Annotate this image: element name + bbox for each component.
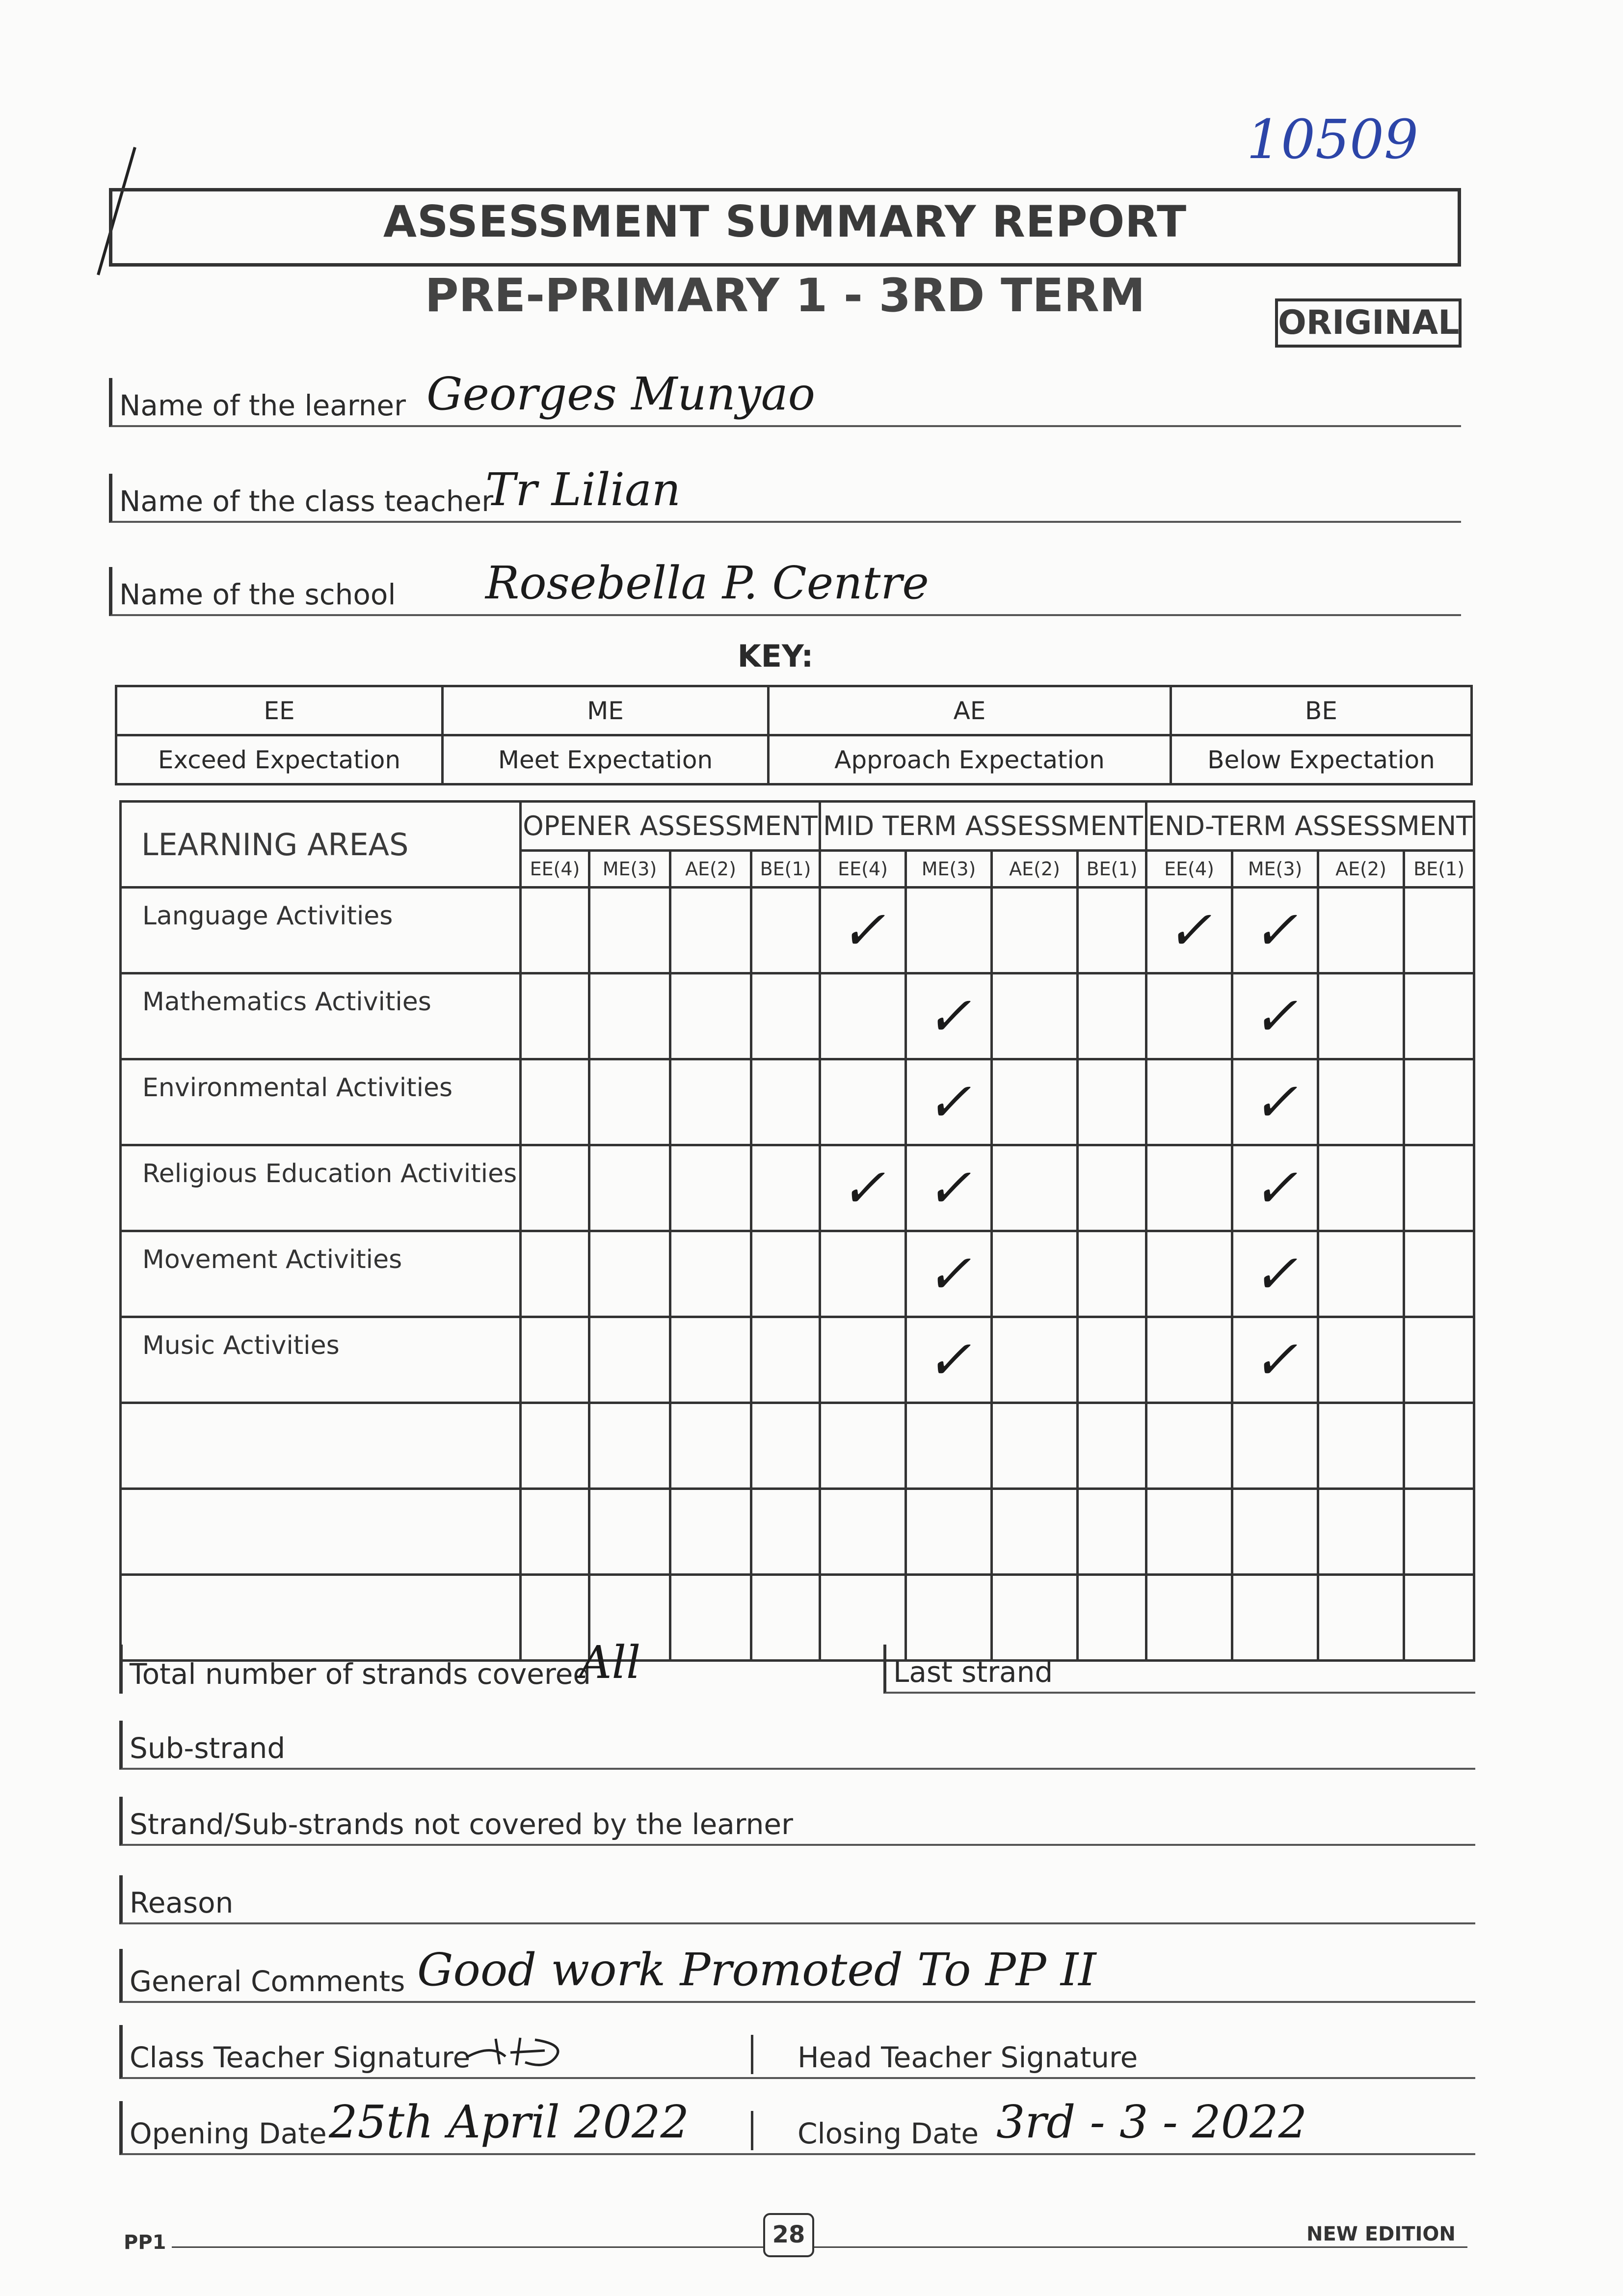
not-covered-field[interactable] [119, 1797, 1475, 1846]
table-row [121, 1145, 1474, 1231]
rating-cell-endterm-be1[interactable] [1404, 1489, 1474, 1575]
footer-grade: PP1 [118, 2231, 172, 2254]
sub-strand-field[interactable] [119, 1721, 1475, 1770]
teacher-label: Name of the class teacher [119, 485, 494, 518]
rating-cell-midterm-be1[interactable] [1078, 1317, 1146, 1403]
rating-cell-endterm-ee4[interactable] [1146, 1489, 1232, 1575]
rating-cell-endterm-me3[interactable] [1232, 1317, 1318, 1403]
check-mark-icon: ✓ [926, 1243, 972, 1305]
closing-date-label: Closing Date [798, 2117, 979, 2150]
table-row [121, 1059, 1474, 1145]
rating-cell-opener-me3[interactable] [589, 1059, 670, 1145]
check-mark-icon: ✓ [926, 1071, 972, 1134]
rating-cell-endterm-ee4[interactable] [1146, 1059, 1232, 1145]
level-header-endterm-ee4: EE(4) [1146, 851, 1232, 888]
learner-field[interactable] [109, 368, 1461, 427]
document-title: ASSESSMENT SUMMARY REPORT [383, 196, 1187, 247]
rating-cell-endterm-ae2[interactable] [1318, 1231, 1404, 1317]
rating-cell-midterm-me3[interactable] [906, 1059, 992, 1145]
rating-cell-midterm-be1[interactable] [1078, 1231, 1146, 1317]
learning-area-name: Music Activities [121, 1317, 521, 1403]
rating-cell-midterm-ae2[interactable] [992, 1231, 1078, 1317]
learning-area-name [121, 1489, 521, 1575]
opening-date-label: Opening Date [130, 2117, 327, 2150]
rating-cell-endterm-ae2[interactable] [1318, 1059, 1404, 1145]
check-mark-icon: ✓ [926, 985, 972, 1048]
document-subtitle: PRE-PRIMARY 1 - 3RD TERM [425, 269, 1145, 323]
school-field[interactable] [109, 557, 1461, 616]
rating-cell-opener-ae2[interactable] [670, 1403, 751, 1489]
rating-cell-midterm-ee4[interactable] [820, 1145, 906, 1231]
teacher-signature-label: Class Teacher Signature [130, 2041, 471, 2074]
check-mark-icon: ✓ [1252, 1243, 1298, 1305]
rating-cell-opener-ae2[interactable] [670, 888, 751, 973]
rating-cell-opener-ae2[interactable] [670, 1145, 751, 1231]
rating-cell-opener-be1[interactable] [751, 1489, 820, 1575]
rating-cell-midterm-be1[interactable] [1078, 888, 1146, 973]
rating-cell-opener-ee4[interactable] [521, 1489, 589, 1575]
key-meaning-be: Below Expectation [1171, 735, 1472, 784]
rating-cell-midterm-be1[interactable] [1078, 1145, 1146, 1231]
check-mark-icon: ✓ [926, 1157, 972, 1219]
rating-cell-opener-be1[interactable] [751, 1403, 820, 1489]
rating-cell-opener-ee4[interactable] [521, 1231, 589, 1317]
rating-cell-endterm-be1[interactable] [1404, 1231, 1474, 1317]
rating-cell-midterm-ae2[interactable] [992, 1059, 1078, 1145]
rating-cell-opener-ee4[interactable] [521, 1317, 589, 1403]
table-row [121, 1403, 1474, 1489]
reason-field[interactable] [119, 1875, 1475, 1924]
rating-cell-opener-ee4[interactable] [521, 1059, 589, 1145]
key-code-ee: EE [116, 686, 443, 735]
level-header-opener-ae2: AE(2) [670, 851, 751, 888]
rating-cell-opener-me3[interactable] [589, 1489, 670, 1575]
footer-rule [167, 2246, 1467, 2248]
rating-cell-endterm-be1[interactable] [1404, 1403, 1474, 1489]
check-mark-icon: ✓ [926, 1328, 972, 1391]
rating-cell-midterm-me3[interactable] [906, 1317, 992, 1403]
rating-cell-opener-ae2[interactable] [670, 1231, 751, 1317]
check-mark-icon: ✓ [840, 1157, 886, 1219]
teacher-signature [461, 2034, 589, 2073]
table-row [121, 1231, 1474, 1317]
check-mark-icon: ✓ [1166, 899, 1212, 962]
rating-cell-opener-ee4[interactable] [521, 1145, 589, 1231]
endterm-assessment-header: END-TERM ASSESSMENT [1146, 802, 1474, 851]
rating-cell-midterm-ae2[interactable] [992, 1489, 1078, 1575]
learning-area-name: Movement Activities [121, 1231, 521, 1317]
rating-cell-midterm-be1[interactable] [1078, 1059, 1146, 1145]
rating-cell-opener-me3[interactable] [589, 1317, 670, 1403]
rating-cell-midterm-me3[interactable] [906, 1145, 992, 1231]
strands-covered-label: Total number of strands covered [130, 1657, 591, 1691]
rating-cell-endterm-ee4[interactable] [1146, 1231, 1232, 1317]
strands-covered-value: All [579, 1636, 641, 1689]
rating-cell-opener-me3[interactable] [589, 1403, 670, 1489]
rating-cell-endterm-be1[interactable] [1404, 973, 1474, 1059]
opening-date-value: 25th April 2022 [329, 2096, 690, 2148]
original-badge: ORIGINAL [1275, 298, 1462, 348]
rating-cell-opener-ee4[interactable] [521, 888, 589, 973]
key-meaning-ee: Exceed Expectation [116, 735, 443, 784]
opener-assessment-header: OPENER ASSESSMENT [521, 802, 820, 851]
rating-cell-endterm-ee4[interactable] [1146, 888, 1232, 973]
key-code-be: BE [1171, 686, 1472, 735]
rating-cell-endterm-me3[interactable] [1232, 1059, 1318, 1145]
rating-cell-opener-ae2[interactable] [670, 973, 751, 1059]
rating-cell-endterm-me3[interactable] [1232, 1231, 1318, 1317]
rating-cell-opener-me3[interactable] [589, 1145, 670, 1231]
last-strand-field[interactable] [883, 1645, 1475, 1694]
rating-cell-opener-me3[interactable] [589, 973, 670, 1059]
rating-cell-midterm-me3[interactable] [906, 888, 992, 973]
rating-cell-opener-ee4[interactable] [521, 973, 589, 1059]
rating-cell-midterm-me3[interactable] [906, 1403, 992, 1489]
rating-cell-endterm-be1[interactable] [1404, 1145, 1474, 1231]
rating-cell-endterm-me3[interactable] [1232, 1489, 1318, 1575]
rating-cell-endterm-me3[interactable] [1232, 1403, 1318, 1489]
rating-cell-endterm-ee4[interactable] [1146, 973, 1232, 1059]
table-row [121, 888, 1474, 973]
rating-cell-opener-ae2[interactable] [670, 1489, 751, 1575]
rating-cell-opener-be1[interactable] [751, 1059, 820, 1145]
rating-cell-endterm-be1[interactable] [1404, 1317, 1474, 1403]
rating-cell-opener-ee4[interactable] [521, 1403, 589, 1489]
rating-cell-endterm-be1[interactable] [1404, 888, 1474, 973]
not-covered-label: Strand/Sub-strands not covered by the learner [130, 1808, 793, 1841]
rating-cell-opener-be1[interactable] [751, 1317, 820, 1403]
rating-cell-midterm-ee4[interactable] [820, 1489, 906, 1575]
footer-edition: NEW EDITION [1301, 2223, 1462, 2245]
rating-cell-midterm-me3[interactable] [906, 1489, 992, 1575]
closing-date-value: 3rd - 3 - 2022 [996, 2096, 1307, 2148]
learning-area-name: Religious Education Activities [121, 1145, 521, 1231]
key-code-me: ME [443, 686, 769, 735]
rating-cell-midterm-ee4[interactable] [820, 973, 906, 1059]
level-header-opener-me3: ME(3) [589, 851, 670, 888]
table-row [121, 973, 1474, 1059]
key-table [115, 685, 1473, 785]
rating-cell-endterm-ae2[interactable] [1318, 973, 1404, 1059]
rating-cell-opener-me3[interactable] [589, 888, 670, 973]
rating-cell-midterm-be1[interactable] [1078, 1403, 1146, 1489]
comments-value: Good work Promoted To PP II [417, 1944, 1096, 1996]
level-header-endterm-ae2: AE(2) [1318, 851, 1404, 888]
signature-field[interactable] [119, 2025, 1475, 2079]
table-row [121, 1317, 1474, 1403]
page-number: 28 [763, 2213, 814, 2257]
dates-divider [751, 2111, 753, 2150]
rating-cell-endterm-ae2[interactable] [1318, 1145, 1404, 1231]
rating-cell-endterm-ae2[interactable] [1318, 888, 1404, 973]
learner-value: Georges Munyao [426, 368, 816, 420]
assessment-table [119, 800, 1475, 1662]
rating-cell-midterm-ae2[interactable] [992, 888, 1078, 973]
rating-cell-endterm-ae2[interactable] [1318, 1403, 1404, 1489]
rating-cell-opener-me3[interactable] [589, 1231, 670, 1317]
reason-label: Reason [130, 1886, 234, 1919]
rating-cell-opener-be1[interactable] [751, 973, 820, 1059]
dates-field[interactable] [119, 2096, 1475, 2155]
rating-cell-opener-ae2[interactable] [670, 1317, 751, 1403]
rating-cell-endterm-ae2[interactable] [1318, 1317, 1404, 1403]
rating-cell-endterm-be1[interactable] [1404, 1059, 1474, 1145]
check-mark-icon: ✓ [1252, 1071, 1298, 1134]
rating-cell-opener-be1[interactable] [751, 1145, 820, 1231]
learner-label: Name of the learner [119, 389, 406, 422]
serial-number: 10509 [1247, 108, 1418, 171]
teacher-value: Tr Lilian [485, 463, 681, 516]
rating-cell-midterm-be1[interactable] [1078, 1489, 1146, 1575]
rating-cell-midterm-me3[interactable] [906, 1231, 992, 1317]
school-value: Rosebella P. Centre [485, 557, 929, 609]
rating-cell-midterm-ae2[interactable] [992, 1403, 1078, 1489]
comments-label: General Comments [130, 1965, 405, 1998]
level-header-midterm-ee4: EE(4) [820, 851, 906, 888]
check-mark-icon: ✓ [1252, 1328, 1298, 1391]
rating-cell-midterm-ee4[interactable] [820, 1231, 906, 1317]
key-title: KEY: [737, 638, 814, 674]
key-meaning-me: Meet Expectation [443, 735, 769, 784]
rating-cell-midterm-ee4[interactable] [820, 1317, 906, 1403]
rating-cell-endterm-me3[interactable] [1232, 1145, 1318, 1231]
rating-cell-endterm-me3[interactable] [1232, 888, 1318, 973]
rating-cell-midterm-ae2[interactable] [992, 973, 1078, 1059]
key-meaning-ae: Approach Expectation [769, 735, 1171, 784]
rating-cell-midterm-be1[interactable] [1078, 973, 1146, 1059]
learning-area-name: Language Activities [121, 888, 521, 973]
rating-cell-midterm-ee4[interactable] [820, 1059, 906, 1145]
rating-cell-opener-be1[interactable] [751, 888, 820, 973]
level-header-midterm-me3: ME(3) [906, 851, 992, 888]
rating-cell-midterm-ae2[interactable] [992, 1317, 1078, 1403]
rating-cell-midterm-ae2[interactable] [992, 1145, 1078, 1231]
strands-covered-field[interactable] [119, 1636, 885, 1694]
level-header-endterm-me3: ME(3) [1232, 851, 1318, 888]
rating-cell-endterm-ee4[interactable] [1146, 1145, 1232, 1231]
school-label: Name of the school [119, 578, 396, 611]
learning-area-name [121, 1403, 521, 1489]
rating-cell-opener-ae2[interactable] [670, 1059, 751, 1145]
rating-cell-endterm-me3[interactable] [1232, 973, 1318, 1059]
learning-area-name: Mathematics Activities [121, 973, 521, 1059]
check-mark-icon: ✓ [840, 899, 886, 962]
key-code-ae: AE [769, 686, 1171, 735]
head-signature-label: Head Teacher Signature [798, 2041, 1138, 2074]
level-header-opener-be1: BE(1) [751, 851, 820, 888]
level-header-opener-ee4: EE(4) [521, 851, 589, 888]
last-strand-label: Last strand [893, 1655, 1053, 1689]
level-header-midterm-ae2: AE(2) [992, 851, 1078, 888]
comments-field[interactable] [119, 1944, 1475, 2003]
rating-cell-endterm-ee4[interactable] [1146, 1403, 1232, 1489]
check-mark-icon: ✓ [1252, 899, 1298, 962]
rating-cell-opener-be1[interactable] [751, 1231, 820, 1317]
level-header-endterm-be1: BE(1) [1404, 851, 1474, 888]
rating-cell-endterm-ee4[interactable] [1146, 1317, 1232, 1403]
check-mark-icon: ✓ [1252, 985, 1298, 1048]
rating-cell-midterm-ee4[interactable] [820, 1403, 906, 1489]
level-header-midterm-be1: BE(1) [1078, 851, 1146, 888]
learning-areas-header: LEARNING AREAS [121, 802, 521, 888]
midterm-assessment-header: MID TERM ASSESSMENT [820, 802, 1146, 851]
learning-area-name: Environmental Activities [121, 1059, 521, 1145]
rating-cell-midterm-ee4[interactable] [820, 888, 906, 973]
rating-cell-midterm-me3[interactable] [906, 973, 992, 1059]
check-mark-icon: ✓ [1252, 1157, 1298, 1219]
signature-divider [751, 2035, 753, 2074]
table-row [121, 1489, 1474, 1575]
rating-cell-endterm-ae2[interactable] [1318, 1489, 1404, 1575]
sub-strand-label: Sub-strand [130, 1731, 286, 1765]
teacher-field[interactable] [109, 463, 1461, 523]
